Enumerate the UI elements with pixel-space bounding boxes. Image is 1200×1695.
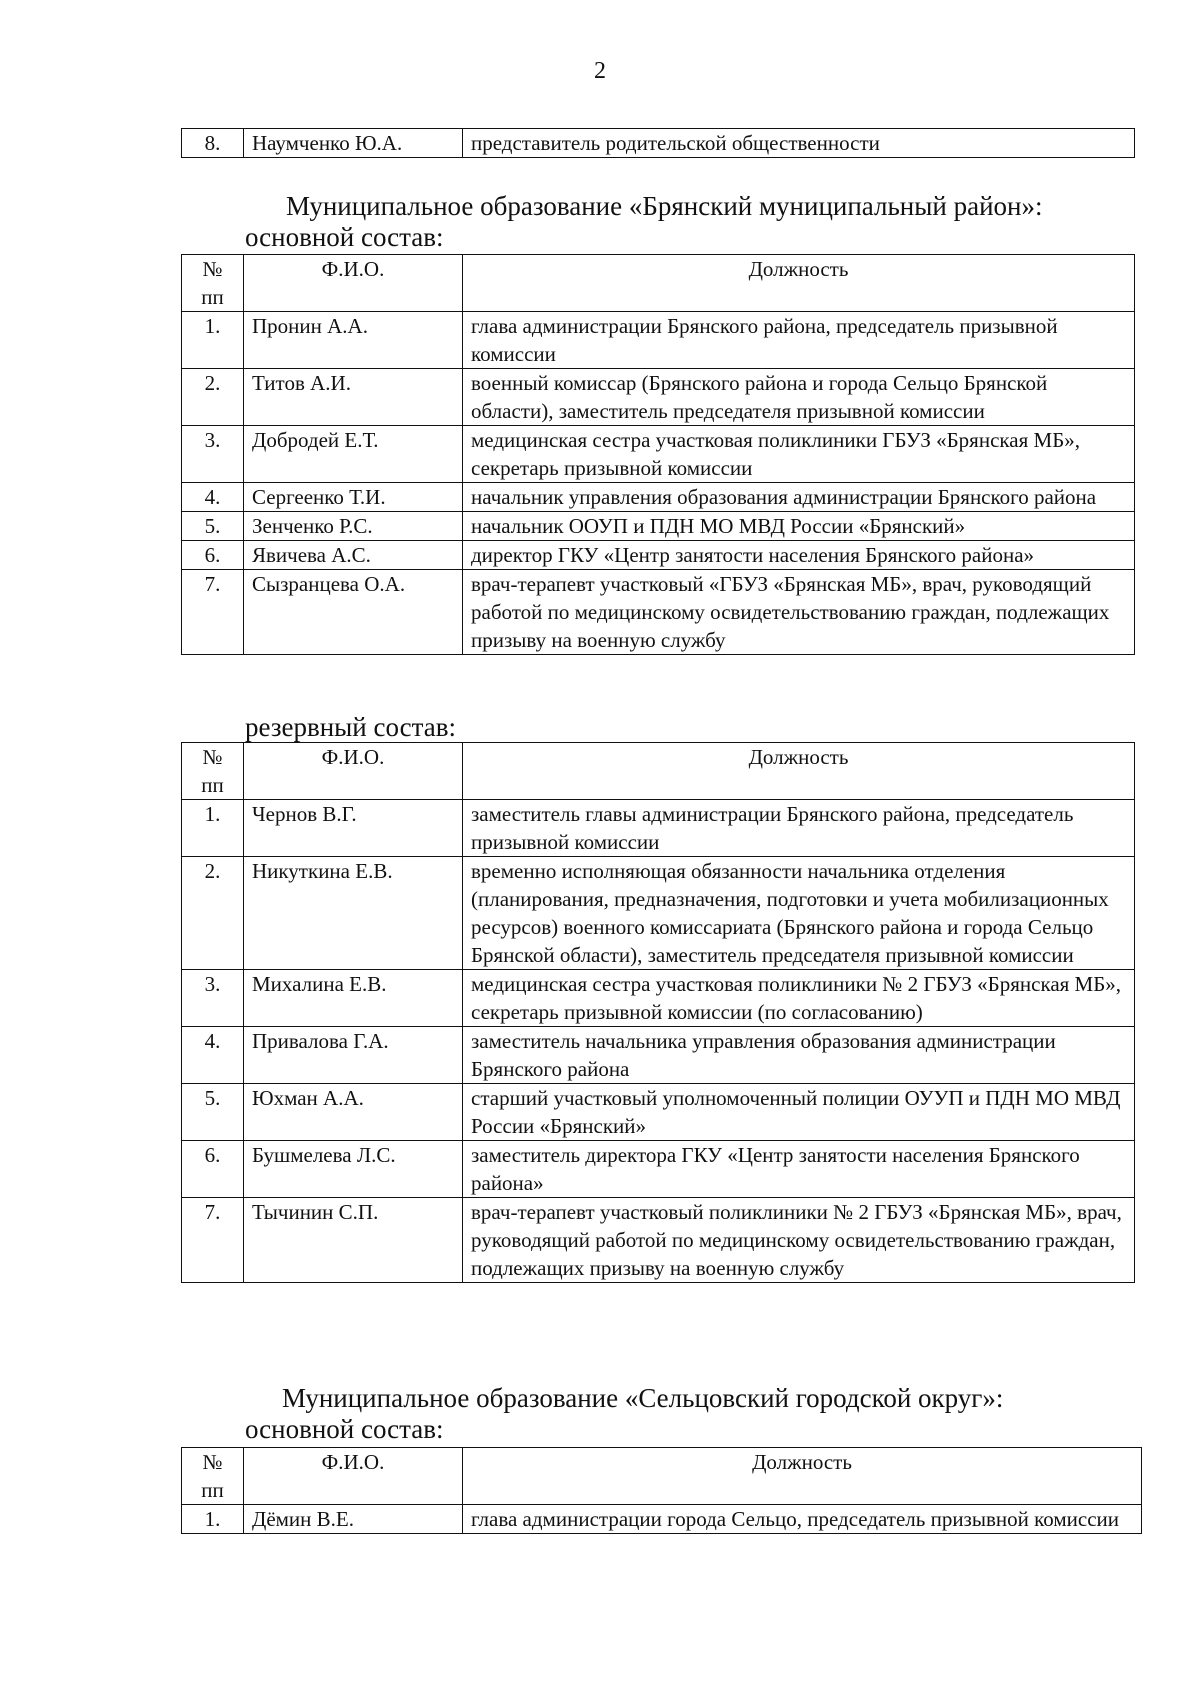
- section2-heading: Муниципальное образование «Сельцовский городской округ»:: [282, 1383, 1004, 1413]
- table-header-row: [182, 743, 1135, 800]
- table-header-row: [182, 255, 1135, 312]
- position-text: медицинская сестра участковая поликлиники ГБУЗ «Брянская МБ», секретарь призывной комиссии: [463, 426, 1135, 483]
- person-name: Дёмин В.Е.: [244, 1505, 463, 1534]
- position-text: глава администрации города Сельцо, председатель призывной комиссии: [463, 1505, 1142, 1534]
- table-row: [182, 483, 1135, 512]
- row-number: 6.: [182, 1141, 244, 1198]
- row-number: 8.: [182, 129, 244, 158]
- person-name: Чернов В.Г.: [244, 800, 463, 857]
- header-name: Ф.И.О.: [244, 255, 463, 312]
- person-name: Тычинин С.П.: [244, 1198, 463, 1283]
- row-number: 1.: [182, 800, 244, 857]
- table-row: [182, 426, 1135, 483]
- section1-main-table: [181, 254, 1135, 655]
- position-text: временно исполняющая обязанности начальника отделения (планирования, предназначения, подготовки и учета мобилизационных ресурсов) военного комиссариата (Брянского района и города Сельцо Брянской области), заместитель председателя призывной комиссии: [463, 857, 1135, 970]
- person-name: Юхман А.А.: [244, 1084, 463, 1141]
- header-num: № пп: [182, 255, 244, 312]
- person-name: Бушмелева Л.С.: [244, 1141, 463, 1198]
- table-row: [182, 129, 1135, 158]
- row-number: 6.: [182, 541, 244, 570]
- row-number: 3.: [182, 970, 244, 1027]
- position-text: глава администрации Брянского района, председатель призывной комиссии: [463, 312, 1135, 369]
- header-position: Должность: [463, 255, 1135, 312]
- position-text: представитель родительской общественности: [463, 129, 1135, 158]
- table-row: [182, 800, 1135, 857]
- row-number: 5.: [182, 1084, 244, 1141]
- table-row: [182, 1084, 1135, 1141]
- header-position: Должность: [463, 1448, 1142, 1505]
- section1-main-label: основной состав:: [245, 222, 444, 252]
- position-text: врач-терапевт участковый поликлиники № 2 ГБУЗ «Брянская МБ», врач, руководящий работой по медицинскому освидетельствованию граждан, подлежащих призыву на военную службу: [463, 1198, 1135, 1283]
- table-row: [182, 570, 1135, 655]
- row-number: 1.: [182, 312, 244, 369]
- header-name: Ф.И.О.: [244, 743, 463, 800]
- row-number: 7.: [182, 570, 244, 655]
- page-number: 2: [594, 58, 606, 84]
- row-number: 5.: [182, 512, 244, 541]
- position-text: заместитель начальника управления образования администрации Брянского района: [463, 1027, 1135, 1084]
- header-position: Должность: [463, 743, 1135, 800]
- row-number: 3.: [182, 426, 244, 483]
- row-number: 7.: [182, 1198, 244, 1283]
- table-row: [182, 1141, 1135, 1198]
- position-text: директор ГКУ «Центр занятости населения Брянского района»: [463, 541, 1135, 570]
- section1-reserve-table: [181, 742, 1135, 1283]
- table-row: [182, 512, 1135, 541]
- row-number: 4.: [182, 483, 244, 512]
- section2-main-label: основной состав:: [245, 1414, 444, 1444]
- person-name: Зенченко Р.С.: [244, 512, 463, 541]
- person-name: Сызранцева О.А.: [244, 570, 463, 655]
- carryover-table: [181, 128, 1135, 158]
- person-name: Никуткина Е.В.: [244, 857, 463, 970]
- section2-main-table: [181, 1447, 1142, 1534]
- section1-heading: Муниципальное образование «Брянский муниципальный район»:: [286, 191, 1043, 221]
- person-name: Пронин А.А.: [244, 312, 463, 369]
- table-row: [182, 1198, 1135, 1283]
- position-text: заместитель главы администрации Брянского района, председатель призывной комиссии: [463, 800, 1135, 857]
- table-header-row: [182, 1448, 1142, 1505]
- table-row: [182, 1505, 1142, 1534]
- row-number: 1.: [182, 1505, 244, 1534]
- table-row: [182, 312, 1135, 369]
- table-row: [182, 857, 1135, 970]
- position-text: старший участковый уполномоченный полиции ОУУП и ПДН МО МВД России «Брянский»: [463, 1084, 1135, 1141]
- person-name: Сергеенко Т.И.: [244, 483, 463, 512]
- row-number: 2.: [182, 857, 244, 970]
- header-num: № пп: [182, 743, 244, 800]
- person-name: Явичева А.С.: [244, 541, 463, 570]
- person-name: Титов А.И.: [244, 369, 463, 426]
- table-row: [182, 541, 1135, 570]
- position-text: военный комиссар (Брянского района и города Сельцо Брянской области), заместитель председателя призывной комиссии: [463, 369, 1135, 426]
- table-row: [182, 1027, 1135, 1084]
- person-name: Михалина Е.В.: [244, 970, 463, 1027]
- position-text: заместитель директора ГКУ «Центр занятости населения Брянского района»: [463, 1141, 1135, 1198]
- person-name: Добродей Е.Т.: [244, 426, 463, 483]
- header-name: Ф.И.О.: [244, 1448, 463, 1505]
- section1-reserve-label: резервный состав:: [245, 712, 457, 742]
- person-name: Привалова Г.А.: [244, 1027, 463, 1084]
- table-row: [182, 970, 1135, 1027]
- person-name: Наумченко Ю.А.: [244, 129, 463, 158]
- position-text: медицинская сестра участковая поликлиники № 2 ГБУЗ «Брянская МБ», секретарь призывной комиссии (по согласованию): [463, 970, 1135, 1027]
- row-number: 2.: [182, 369, 244, 426]
- position-text: врач-терапевт участковый «ГБУЗ «Брянская МБ», врач, руководящий работой по медицинскому освидетельствованию граждан, подлежащих призыву на военную службу: [463, 570, 1135, 655]
- header-num: № пп: [182, 1448, 244, 1505]
- position-text: начальник управления образования администрации Брянского района: [463, 483, 1135, 512]
- table-row: [182, 369, 1135, 426]
- row-number: 4.: [182, 1027, 244, 1084]
- position-text: начальник ООУП и ПДН МО МВД России «Брянский»: [463, 512, 1135, 541]
